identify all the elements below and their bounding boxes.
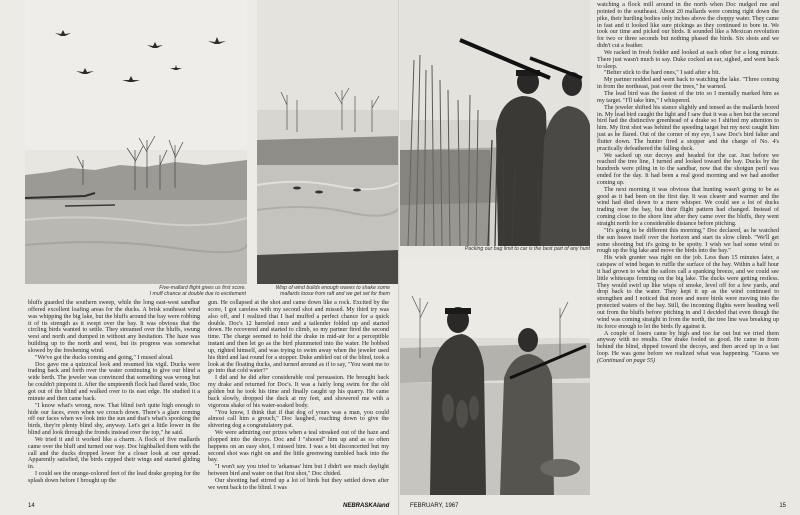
paragraph: "I know what's wrong, now. That blind isn't quite high enough to hide our faces, even when we crouch down. There's a glare coming off our faces when we look into the sun and that's what's spooking the birds, they're plenty blind shy, anyway. Let's get a little lower in the blind and look through the fronds instead over the top," he said. [28,402,200,437]
photo-hunters-shooting [400,0,590,246]
paragraph: A couple of losers came by high and too far out but we tried them anyway with no results. One drake fooled us good. He came in from behind the blind, dipped toward the decoys, and then arced up in a fast loop. He was gone before we realized what was happening. "Guess we (Continued on page 55) [597,330,779,364]
paragraph: My partner nodded and went back to watching the lake. "Three coming in from the northeast, just over the trees," he warned. [597,77,779,91]
paragraph: "You know, I think that if that dog of yours was a man, you could almost call him a grouch," Doc laughed, reaching down to give the shivering dog a congratulatory pat. [208,409,389,430]
paragraph: "It's going to be different this morning," Doc declared, as he watched the sun heave itself over the horizon and start its slow climb. "We'll get some shooting but it's going to be spotty. I wish we had some wind to rough up the big lake and move the birds into the bay." [597,227,779,255]
paragraph: bluffs guarded the southern sweep, while the long east-west sandbar offered excellent loafing areas for the ducks. A brisk southeast wind was whipping the big lake, but the bluffs around the bay were robbing it of its strength as it swept over the bay. It was obvious that the circling birds wanted to settle. They streamed over the bluffs, swung west and north and dumped in without any hesitation. The haze was building up to the north and west, but its progress was somewhat slowed by the freshening wind. [28,300,200,354]
paragraph: We tried it and it worked like a charm. A flock of five mallards came over the bluff and turned our way. Doc highballed them with the call and the ducks dropped lower for a closer look at our spread. Apparently satisfied, the birds cupped their wings and started gliding in. [28,436,200,471]
paragraph: "Better stick to the hard ones," I said after a bit. [604,70,720,77]
paragraph: "We've got the ducks coming and going," I mused aloud. [35,354,174,361]
page-number-left: 14 [28,503,35,509]
paragraph: The next morning it was obvious that hunting wasn't going to be as good as it had been on the first day. It was clearer and warmer and the wind had died down to a mere whisper. We could see a lot of ducks trading over the bay, but their flight pattern had changed. Instead of coming close to the shore line after they came over the bluffs, they went straight north for a considerable distance before pitching. [597,186,779,227]
photo-hunters-bag-limit [400,258,590,495]
paragraph: "I won't say you tried to 'arkansas' him but I didn't see much daylight between bird and water on that first shot," Doc chided. [208,464,389,478]
photo-marsh-waves [257,0,400,284]
text-column-1 [28,300,200,494]
text-column-3 [597,2,779,492]
paragraph: We racked in fresh fodder and looked at each other for a long minute. There just wasn't much to say. Duke cocked an ear, sighed, and went back to sleep. [597,49,779,70]
paragraph: gun. He collapsed at the shot and came down like a rock. Excited by the score, I got careless with my second shot and missed. My third try was also off, and I realized that I had muffed a perfect chance for a quick double. Doc's 12 barreled once and a tailender folded up and started down. He recovered and started to climb, so my partner fired the second time. The charge seemed to hold the drake in mid-air for a perceptible instant and then let go as the bird plummeted into the water. He bobbed up, righted himself, and was trying to swim away when the jeweler used his third and last round for a stopper. Duke ambled out of the blind, took a look at the floating ducks, and turned around as if to say, "You want me to go into that cold water?" [208,300,389,375]
paragraph: Doc gave me a quizzical look and resumed his vigil. Ducks were trading back and forth over the water continuing to give our blind a wide berth. The jeweler was convinced that something was wrong but he couldn't pinpoint it. After the umpteenth flock had flared wide, Doc got out of the blind and walked over to its east edge. He studied it a minute and then came back. [28,361,200,402]
photo-mallard-flight [25,0,247,284]
paragraph: I did and he did after considerable oral persuasion. He brought back my drake and returned for Doc's. It was a fairly long swim for the old golden but he took his time and finally caught up his quarry. He came back slowly, dropped the duck at my feet, and showered me with a vigorous shake of his water-soaked body. [208,375,389,409]
paragraph: Our shooting had stirred up a lot of birds but they settled down after we went back to the blind. I was [208,477,389,491]
paragraph: The lead bird was the fastest of the trio so I mentally marked him as my target. "I'll take him," I whispered. [597,90,779,104]
photo3-caption: Packing our bag limit to car is the best part of any hunt [464,246,590,252]
paragraph: We sacked up our decoys and headed for the car. Just before we reached the tree line, I turned and looked toward the bay. Ducks by the hundreds were piling in to the sandbar, now that the shotgun peril was ended for the day. It had been a real good morning and we had another coming up. [597,152,779,186]
continued-note: (Continued on page 55) [597,357,656,364]
paragraph: We were admiring our prizes when a teal streaked out of the haze and plopped into the decoys. Doc and I "shooed" him up and as so often happens on an easy shot, I missed him. I was a bit disconcerted but my second shot was right on and the little greenwing tumbled back into the bay. [208,430,389,464]
paragraph: His wish granter was right on the job. Less than 15 minutes later, a catspaw of wind began to ruffle the surface of the bay. Within a half hour it had grown to what the sailors call a spanking breeze, and we could see little whitecaps forming on the big lake. The ducks were getting restless. They would swirl up like wisps of smoke, level off for a few yards, and drop back to the water. They kept it up as the wind continued to strengthen and I noticed that more and more birds were moving into the protected waters of the bay. Still, the incoming flights were heading well out from the bluffs before pitching in and I decided that even though the wind was coming straight in from the north, the tree line was breaking up its force enough to let the birds fly against it. [597,255,779,330]
paragraph: I could see the orange-colored feet of the lead drake groping for the splash down before I brought up the [28,471,200,484]
right-page [400,0,800,515]
paragraph: The jeweler shifted his stance slightly and tensed as the mallards bored in. My lead bird caught the light and I saw that it was a hen but the second bird had the distinctive greenhead of a drake so I shifted my attention to him. My first shot was behind the speeding target but my next caught him just as he flared. Out of the corner of my eye, I saw Doc's bird falter and flutter down. The hunter fired a stopper and the charge of No. 4's practically defeathered the falling duck. [597,104,779,152]
page-number-right: 15 [779,503,786,509]
photo2-caption: Wisp of wind builds enough waves to shake some mallards loose from raft and we get set for them [275,285,390,298]
text-column-2 [208,300,389,494]
paragraph: watching a flock mill around in the north when Doc nudged me and pointed to the southeast. About 20 mallards were coming right down the pike, their hurtling bodies only inches above the choppy water. They came in fast and it looked like sure pickings as they continued to bore in. We took our time and picked our birds. It sounded like a Mexican revolution for two or three seconds but nothing phased the birds. Six shots and we didn't cut a feather. [597,2,779,50]
photo1-caption: Five-mallard flight gives us first score. I muff chance at double due to excitement [149,285,246,298]
magazine-name-footer: NEBRASKAland [343,503,390,509]
issue-date-footer: FEBRUARY, 1967 [410,503,459,509]
